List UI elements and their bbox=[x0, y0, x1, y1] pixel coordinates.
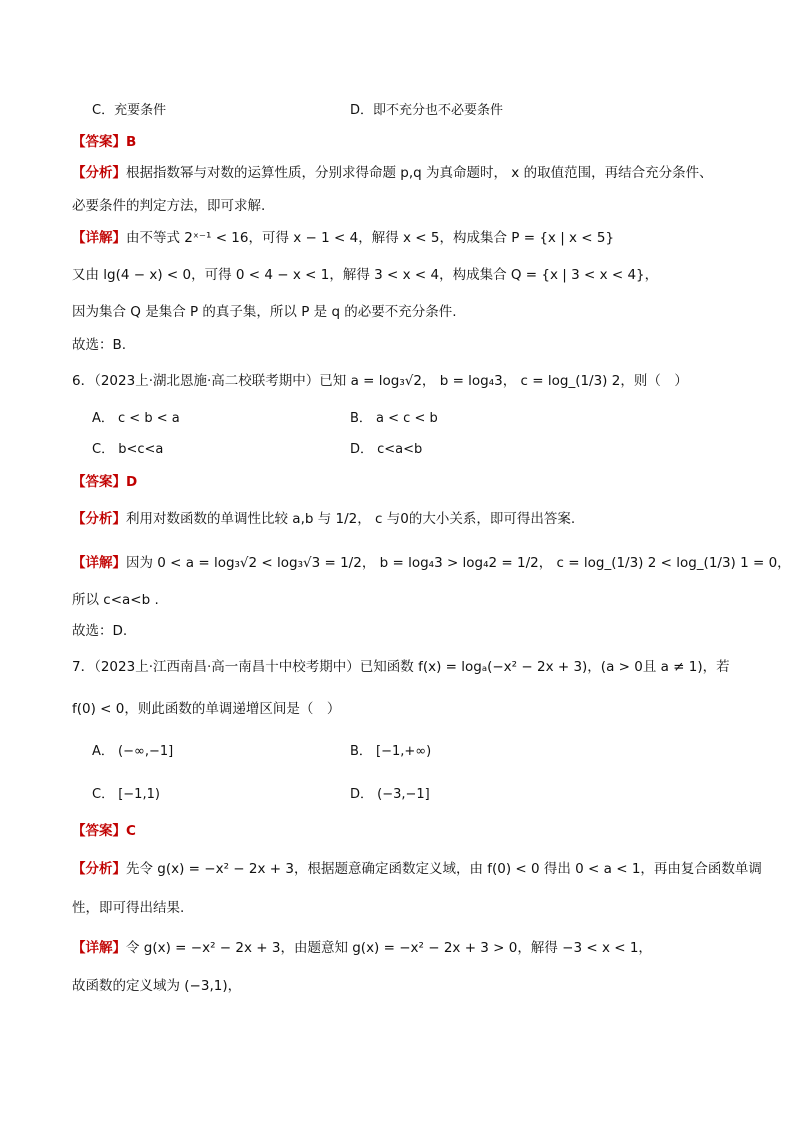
answer-tag: 【答案】 bbox=[72, 474, 126, 490]
q6-option-a: A． c < b < a bbox=[92, 411, 180, 426]
analysis-tag: 【分析】 bbox=[72, 511, 126, 527]
analysis-text: 根据指数幂与对数的运算性质，分别求得命题 p,q 为真命题时， x 的取值范围，再结合充分条件、 bbox=[126, 165, 713, 181]
answer-tag: 【答案】 bbox=[72, 134, 126, 150]
q6-option-b: B． a < c < b bbox=[350, 411, 438, 426]
detail-text: 令 g(x) = −x² − 2x + 3，由题意知 g(x) = −x² − 2x + 3 > 0，解得 −3 < x < 1， bbox=[126, 940, 652, 956]
q5-choose: 故选：B. bbox=[72, 337, 127, 353]
q7-analysis-line-1 bbox=[72, 860, 762, 878]
analysis-text: 利用对数函数的单调性比较 a,b 与 1/2， c 与0的大小关系，即可得出答案. bbox=[126, 511, 576, 527]
q7-option-c: C． [−1,1) bbox=[92, 787, 160, 802]
q6-detail-line-1 bbox=[72, 554, 791, 572]
q7-detail-line-1 bbox=[72, 939, 652, 957]
detail-text: 由不等式 2ˣ⁻¹ < 16，可得 x − 1 < 4，解得 x < 5，构成集合 P = {x | x < 5} bbox=[126, 230, 615, 246]
q7-answer-line bbox=[72, 822, 136, 840]
q7-detail-line-2: 故函数的定义域为 (−3,1)， bbox=[72, 978, 242, 994]
q6-option-c: C． b<c<a bbox=[92, 442, 164, 457]
q7-stem-line-2: f(0) < 0，则此函数的单调递增区间是（ ） bbox=[72, 701, 341, 717]
answer-value: B bbox=[126, 134, 137, 150]
q5-answer-line bbox=[72, 133, 136, 151]
q7-option-a: A． (−∞,−1] bbox=[92, 744, 174, 759]
q6-stem: 6．（2023上·湖北恩施·高二校联考期中）已知 a = log₃√2， b = log₄3， c = log_(1/3) 2，则（ ） bbox=[72, 373, 688, 389]
q5-detail-line-3: 因为集合 Q 是集合 P 的真子集，所以 P 是 q 的必要不充分条件. bbox=[72, 304, 457, 320]
q6-option-d: D． c<a<b bbox=[350, 442, 423, 457]
detail-tag: 【详解】 bbox=[72, 230, 126, 246]
q5-option-d: D．即不充分也不必要条件 bbox=[350, 103, 504, 118]
q6-detail-line-2: 所以 c<a<b . bbox=[72, 592, 159, 608]
analysis-text: 先令 g(x) = −x² − 2x + 3，根据题意确定函数定义域，由 f(0) < 0 得出 0 < a < 1，再由复合函数单调 bbox=[126, 861, 762, 877]
q5-detail-line-1 bbox=[72, 229, 614, 247]
q6-analysis-line-1 bbox=[72, 510, 575, 528]
detail-text: 因为 0 < a = log₃√2 < log₃√3 = 1/2， b = log₄3 > log₄2 = 1/2， c = log_(1/3) 2 < log_(1/3) 1 = 0， bbox=[126, 555, 791, 571]
q5-analysis-line-2: 必要条件的判定方法，即可求解. bbox=[72, 198, 266, 214]
q5-analysis-line-1 bbox=[72, 164, 713, 182]
q6-choose: 故选：D. bbox=[72, 623, 128, 639]
q6-answer-line bbox=[72, 473, 137, 491]
analysis-tag: 【分析】 bbox=[72, 165, 126, 181]
answer-value: C bbox=[126, 823, 136, 839]
detail-tag: 【详解】 bbox=[72, 940, 126, 956]
answer-value: D bbox=[126, 474, 138, 490]
answer-tag: 【答案】 bbox=[72, 823, 126, 839]
detail-tag: 【详解】 bbox=[72, 555, 126, 571]
q7-option-b: B． [−1,+∞) bbox=[350, 744, 432, 759]
q7-stem-line-1: 7．（2023上·江西南昌·高一南昌十中校考期中）已知函数 f(x) = logₐ(−x² − 2x + 3)，(a > 0且 a ≠ 1)，若 bbox=[72, 659, 730, 675]
q5-option-c: C．充要条件 bbox=[92, 103, 167, 118]
analysis-tag: 【分析】 bbox=[72, 861, 126, 877]
q7-option-d: D． (−3,−1] bbox=[350, 787, 430, 802]
q5-detail-line-2: 又由 lg(4 − x) < 0，可得 0 < 4 − x < 1，解得 3 < x < 4，构成集合 Q = {x | 3 < x < 4}， bbox=[72, 267, 659, 283]
q7-analysis-line-2: 性，即可得出结果. bbox=[72, 900, 185, 916]
